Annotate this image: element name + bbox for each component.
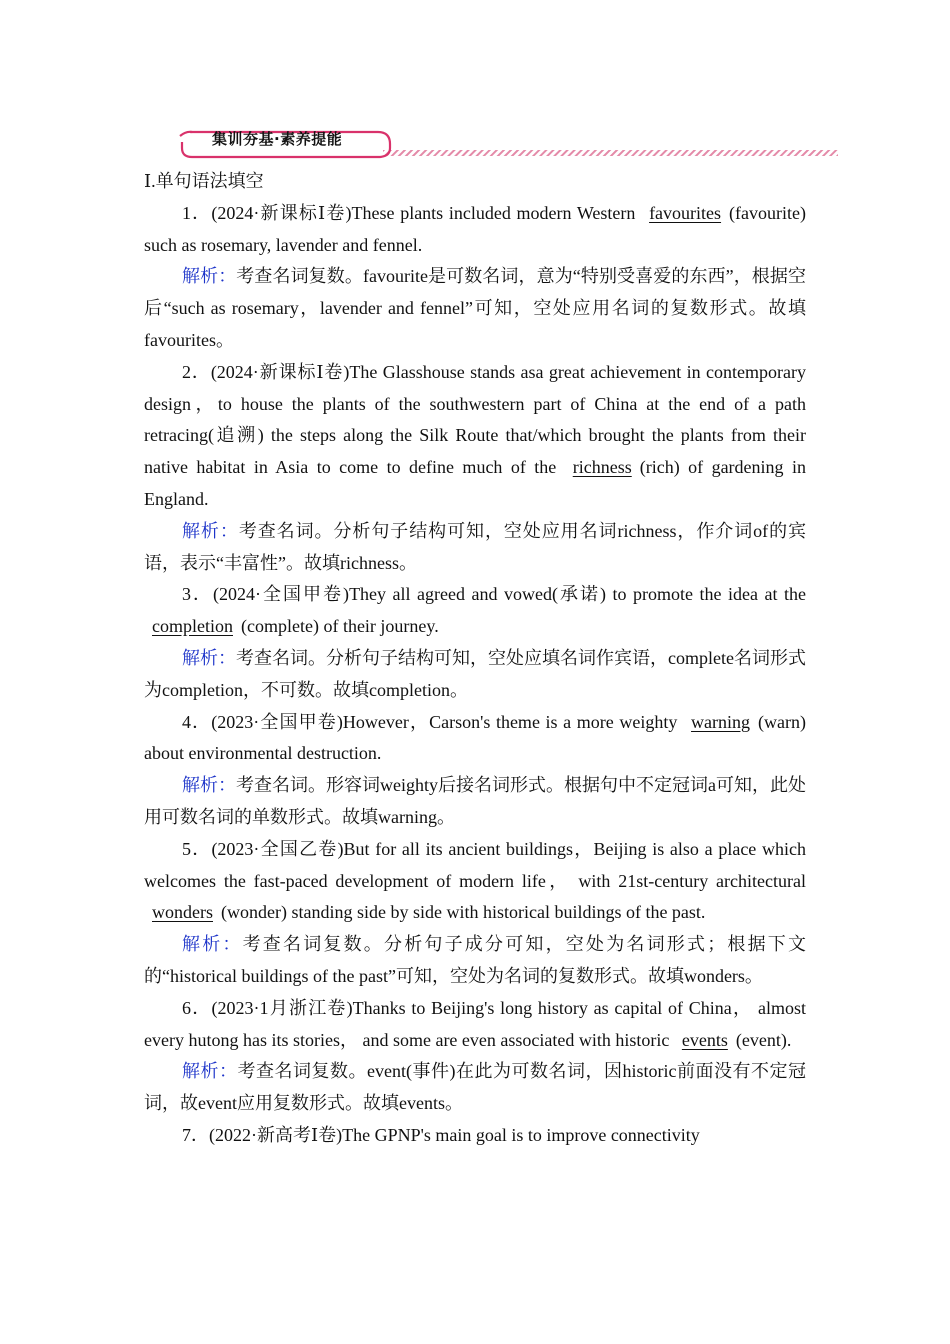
section-title: Ⅰ.单句语法填空 <box>144 171 264 191</box>
question-2: 2．(2024·新课标Ⅰ卷)The Glasshouse stands asa great achievement in contemporary design，to house the plants of the southwestern part of China at the end of a path retracing(追溯) the steps along the Silk Route that/which brought the plants from their native habitat in Asia to come to define much of the richness (rich) of gardening in England. <box>144 361 807 509</box>
analysis-label: 解析： <box>182 520 239 541</box>
analysis-label: 解析： <box>182 934 243 955</box>
answer-blank: completion <box>152 616 233 637</box>
answer-blank: wonders <box>152 902 213 923</box>
question-7: 7．(2022·新高考Ⅰ卷)The GPNP's main goal is to improve connectivity <box>182 1124 700 1145</box>
question-6: 6．(2023·1月浙江卷)Thanks to Beijing's long history as capital of China， almost every hutong has its stories， and some are even associated with historic events (event). <box>144 997 806 1050</box>
analysis-4: 解析：考查名词。形容词weighty后接名词形式。根据句中不定冠词a可知，此处用可数名词的单数形式。故填warning。 <box>144 775 807 827</box>
analysis-label: 解析： <box>182 647 237 668</box>
analysis-label: 解析： <box>182 1061 238 1082</box>
analysis-2: 解析：考查名词。分析句子结构可知，空处应用名词richness，作介词of的宾语，表示“丰富性”。故填richness。 <box>144 520 807 573</box>
analysis-3: 解析：考查名词。分析句子结构可知，空处应填名词作宾语，complete名词形式为completion，不可数。故填completion。 <box>144 647 807 700</box>
analysis-1: 解析：考查名词复数。favourite是可数名词，意为“特别受喜爱的东西”，根据空后“such as rosemary，lavender and fennel”可知，空处应用名词的复数形式。故填favourites。 <box>144 266 807 350</box>
banner-hatch-stripe <box>383 150 838 156</box>
analysis-label: 解析： <box>182 775 237 796</box>
analysis-5: 解析：考查名词复数。分析句子成分可知，空处为名词形式；根据下文的“historical buildings of the past”可知，空处为名词的复数形式。故填wonders。 <box>144 934 807 986</box>
question-1: 1．(2024·新课标Ⅰ卷)These plants included modern Western favourites (favourite) such as rosemary, lavender and fennel. <box>144 202 807 255</box>
question-5: 5．(2023·全国乙卷)But for all its ancient buildings，Beijing is also a place which welcomes the fast-paced development of modern life， with 21st-century architectural wonders (wonder) standing side by side with historical buildings of the past. <box>144 838 807 923</box>
answer-blank: richness <box>572 457 632 478</box>
answer-blank: warning <box>691 711 751 732</box>
question-4: 4．(2023·全国甲卷)However，Carson's theme is a more weighty warning (warn) about environmental destruction. <box>144 711 806 764</box>
answer-blank: favourites <box>649 202 722 223</box>
analysis-6: 解析：考查名词复数。event(事件)在此为可数名词，因historic前面没有不定冠词，故event应用复数形式。故填events。 <box>144 1061 807 1114</box>
exercise-content <box>144 166 806 1152</box>
analysis-label: 解析： <box>182 266 237 287</box>
answer-blank: events <box>681 1029 728 1050</box>
question-3: 3．(2024·全国甲卷)They all agreed and vowed(承诺) to promote the idea at the completion (complete) of their journey. <box>144 579 806 643</box>
banner-title: 集训夯基·素养提能 <box>212 130 343 148</box>
